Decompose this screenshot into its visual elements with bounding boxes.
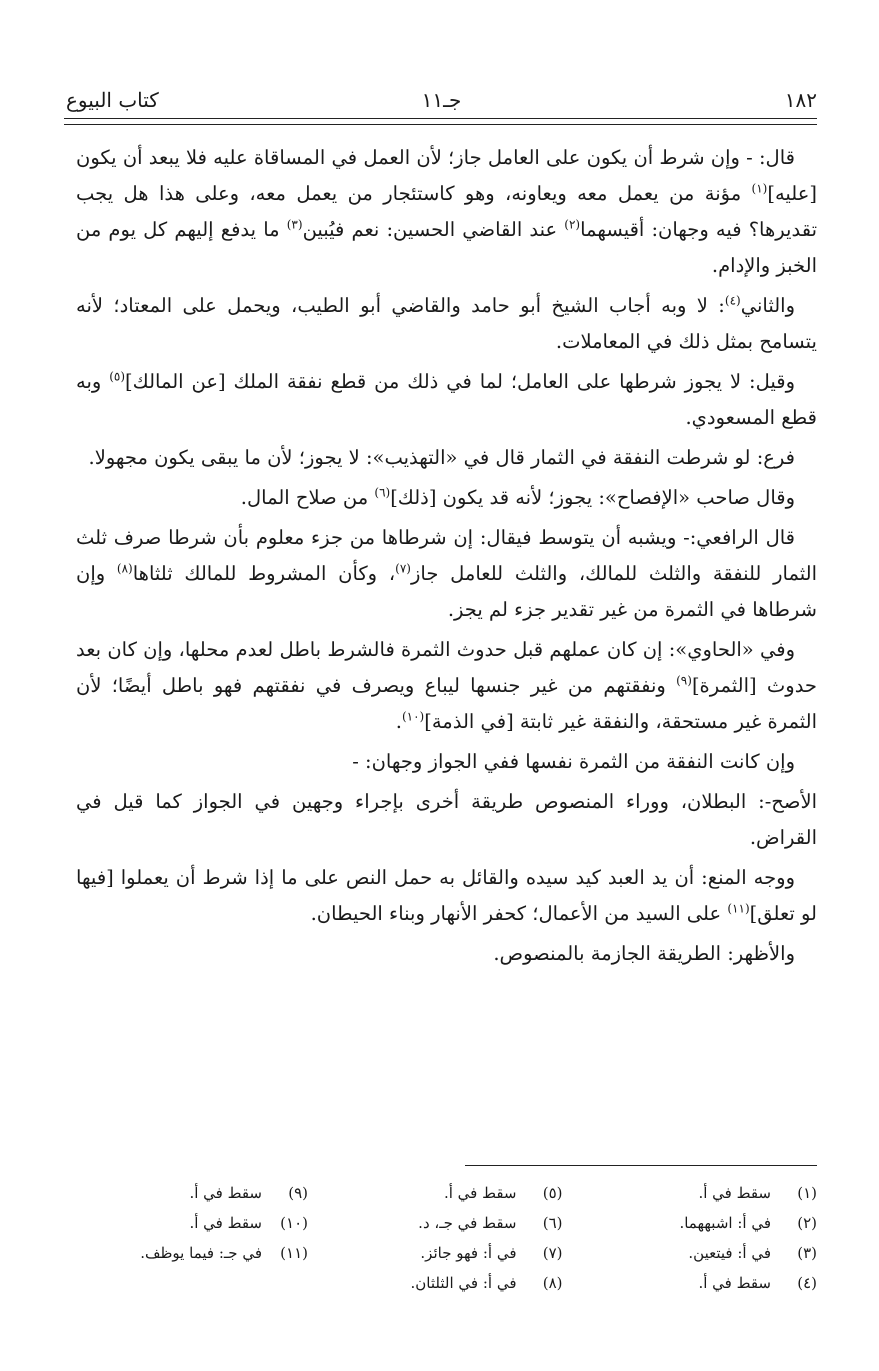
text-run: عند القاضي الحسين: نعم فيُبين: [302, 218, 565, 241]
footnote-item: [597, 1178, 817, 1208]
footnote-item: [88, 1178, 308, 1208]
footnote-text: سقط في أ.: [443, 1184, 517, 1202]
main-text: [76, 140, 817, 976]
footnote-item: [343, 1178, 563, 1208]
footnote-ref[interactable]: (٩): [676, 673, 692, 688]
footnote-text: في أ: اشبههما.: [679, 1214, 771, 1232]
header-rule-top: [64, 118, 817, 119]
paragraph-10: [76, 860, 817, 932]
text-run: : لا وبه أجاب الشيخ أبو حامد والقاضي أبو الطيب، ويحمل على المعتاد؛ لأنه يتسامح بمثل ذلك في المعاملات.: [76, 294, 817, 353]
text-run: قال الرافعي:- ويشبه أن يتوسط فيقال: إن شرطاها من جزء معلوم بأن شرطا صرف ثلث الثمار للنفقة والثلث للمالك، والثلث للعامل جاز: [76, 526, 817, 585]
text-run: وبه قطع المسعودي.: [76, 370, 817, 429]
footnote-number: (٣): [797, 1244, 817, 1262]
footnote-separator: [465, 1165, 817, 1166]
footnote-text: سقط في جـ، د.: [418, 1214, 517, 1232]
volume-label: جـ١١: [421, 88, 462, 112]
footnote-ref[interactable]: (١٠): [401, 709, 425, 724]
footnote-item: [88, 1208, 308, 1238]
footnote-item: [343, 1268, 563, 1298]
footnote-item: [343, 1238, 563, 1268]
text-run: ونفقتهم من غير جنسها ليباع ويصرف في نفقتهم فهو باطل أيضًا؛ لأن الثمرة غير مستحقة، والنفقة غير ثابتة [في الذمة]: [76, 674, 817, 733]
paragraph-3: [76, 364, 817, 436]
paragraph-8: وإن كانت النفقة من الثمرة نفسها ففي الجواز وجهان: -: [352, 750, 795, 773]
footnote-number: (٩): [288, 1184, 308, 1202]
footnote-column-3: [88, 1178, 308, 1298]
footnote-ref[interactable]: (٢): [564, 217, 581, 232]
footnote-text: في أ: في الثلثان.: [410, 1274, 517, 1292]
text-run: قال: - وإن شرط أن يكون على العامل جاز؛ لأن العمل في المساقاة عليه فلا يبعد أن يكون [عليه]: [76, 146, 817, 205]
footnote-text: سقط في أ.: [189, 1184, 262, 1202]
footnote-item: [597, 1268, 817, 1298]
footnote-number: (٥): [542, 1184, 563, 1202]
paragraph-7: [76, 632, 817, 740]
text-run: ، وكأن المشروط للمالك ثلثاها: [132, 562, 396, 585]
paragraph-4: فرع: لو شرطت النفقة في الثمار قال في «التهذيب»: لا يجوز؛ لأن ما يبقى يكون مجهولا.: [88, 446, 795, 469]
footnote-number: (٤): [797, 1274, 817, 1292]
footnote-number: (١١): [280, 1244, 308, 1262]
text-run: .: [395, 710, 402, 733]
paragraph-1: [76, 140, 817, 284]
text-run: مؤنة من يعمل معه ويعاونه، وهو كاستئجار من يعمل معه، وعلى هذا هل يجب تقديرها؟ فيه وجهان: أقيسهما: [76, 182, 817, 241]
footnote-ref[interactable]: (٥): [109, 369, 126, 384]
footnote-text: في أ: فيتعين.: [688, 1244, 771, 1262]
paragraph-6: [76, 520, 817, 628]
footnote-number: (١٠): [280, 1214, 308, 1232]
text-run: وإن شرطاها في الثمرة من غير تقدير جزء لم يجز.: [76, 562, 817, 621]
footnote-number: (١): [797, 1184, 817, 1202]
text-run: ما يدفع إليهم كل يوم من الخبز والإدام.: [76, 218, 817, 277]
text-run: وقال صاحب «الإفصاح»: يجوز؛ لأنه قد يكون [ذلك]: [390, 486, 795, 509]
footnote-ref[interactable]: (٤): [724, 293, 741, 308]
text-run: من صلاح المال.: [240, 486, 375, 509]
footnote-text: سقط في أ.: [698, 1184, 771, 1202]
footnotes: [88, 1178, 817, 1298]
footnote-text: في جـ: فيما يوظف.: [140, 1244, 262, 1262]
footnote-text: سقط في أ.: [189, 1214, 262, 1232]
footnote-item: [597, 1238, 817, 1268]
text-run: ووجه المنع: أن يد العبد كيد سيده والقائل به حمل النص على ما إذا شرط أن يعملوا [فيها لو تعلق]: [76, 866, 817, 925]
book-title: كتاب البيوع: [66, 88, 159, 112]
footnote-ref[interactable]: (١): [751, 181, 768, 196]
footnote-ref[interactable]: (١١): [727, 901, 750, 916]
footnote-column-1: [597, 1178, 817, 1298]
paragraph-11: والأظهر: الطريقة الجازمة بالمنصوص.: [493, 942, 795, 965]
footnote-number: (٧): [542, 1244, 563, 1262]
text-run: وفي «الحاوي»: إن كان عملهم قبل حدوث الثمرة فالشرط باطل لعدم محلها، وإن كان بعد حدوث [الثمرة]: [76, 638, 817, 697]
footnote-text: سقط في أ.: [698, 1274, 771, 1292]
text-run: والثاني: [740, 294, 795, 317]
footnote-column-2: [343, 1178, 563, 1298]
footnote-ref[interactable]: (٣): [286, 217, 303, 232]
footnote-ref[interactable]: (٧): [395, 561, 411, 576]
page-number: ١٨٢: [784, 88, 817, 112]
footnote-text: في أ: فهو جائز.: [420, 1244, 517, 1262]
paragraph-9: الأصح-: البطلان، ووراء المنصوص طريقة أخرى بإجراء وجهين في الجواز كما قيل في القراض.: [76, 790, 817, 849]
paragraph-2: [76, 288, 817, 360]
header-rule-bottom: [64, 124, 817, 125]
footnote-number: (٢): [797, 1214, 817, 1232]
text-run: وقيل: لا يجوز شرطها على العامل؛ لما في ذلك من قطع نفقة الملك [عن المالك]: [125, 370, 795, 393]
footnote-ref[interactable]: (٨): [116, 561, 133, 576]
footnote-item: [88, 1238, 308, 1268]
footnote-item: [343, 1208, 563, 1238]
footnote-number: (٨): [542, 1274, 563, 1292]
running-header: [66, 78, 817, 112]
footnote-item: [597, 1208, 817, 1238]
paragraph-5: [76, 480, 817, 516]
footnote-ref[interactable]: (٦): [374, 485, 391, 500]
text-run: على السيد من الأعمال؛ كحفر الأنهار وبناء الحيطان.: [310, 902, 728, 925]
footnote-number: (٦): [542, 1214, 563, 1232]
